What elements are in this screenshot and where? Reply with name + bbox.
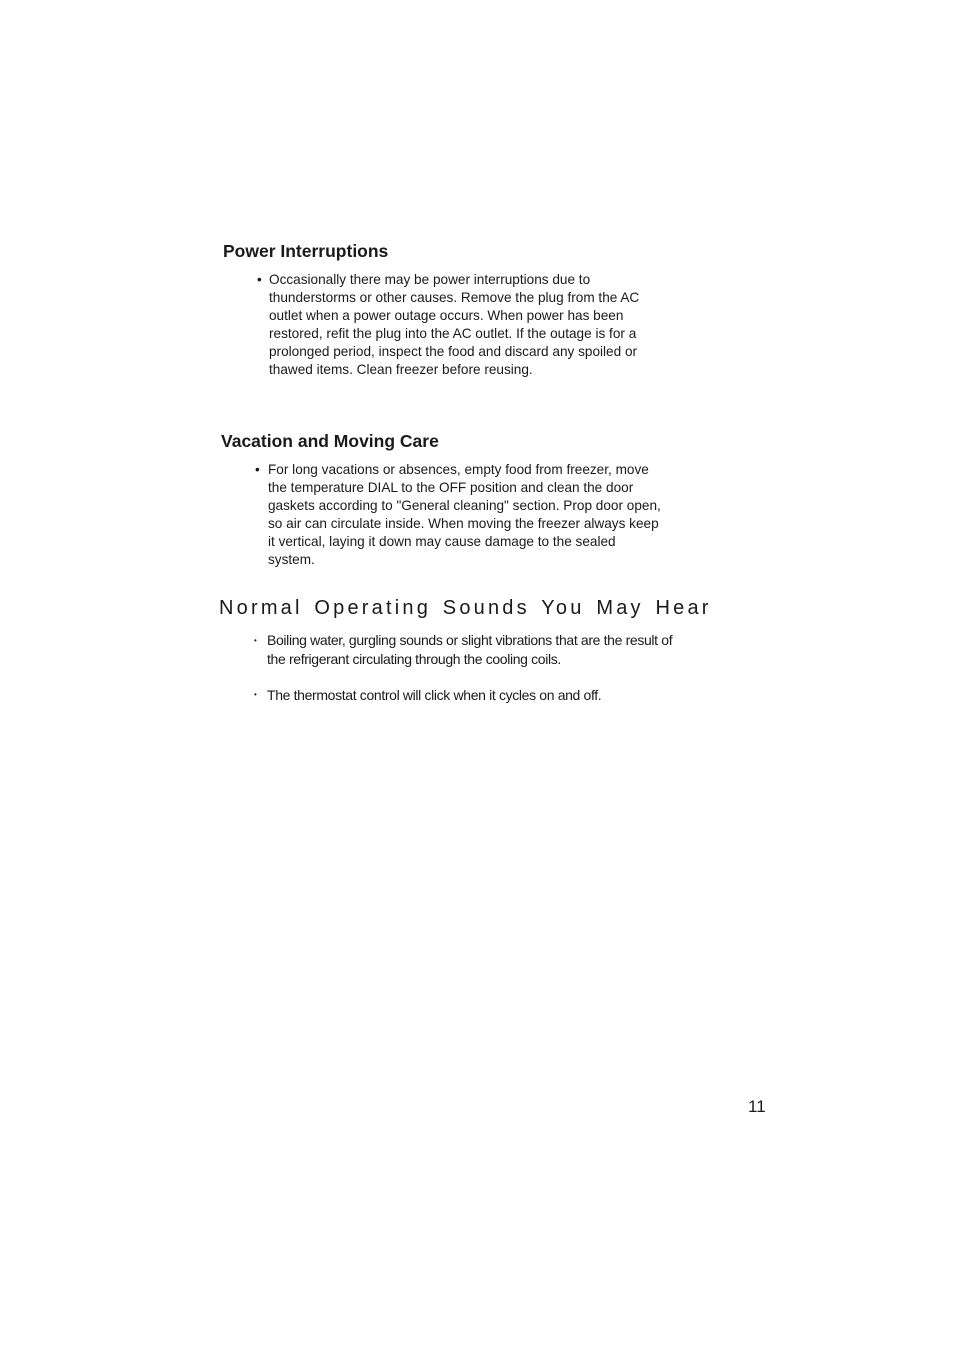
vacation-moving-care-heading: Vacation and Moving Care bbox=[221, 431, 439, 451]
bullet-icon: • bbox=[255, 462, 260, 477]
sounds-list-item: Boiling water, gurgling sounds or slight vibrations that are the result of the refrigerant circulating through the cooling coils. bbox=[267, 632, 673, 667]
bullet-icon: • bbox=[257, 272, 262, 287]
sounds-list-item: The thermostat control will click when it cycles on and off. bbox=[267, 687, 602, 703]
normal-operating-sounds-heading: Normal Operating Sounds You May Hear bbox=[219, 597, 712, 619]
page-number: 11 bbox=[748, 1097, 766, 1116]
power-interruptions-paragraph: Occasionally there may be power interruptions due to thunderstorms or other causes. Remove the plug from the AC outlet when a power outage occurs. When power has been restored, refit the plug into the AC outlet. If the outage is for a prolonged period, inspect the food and discard any spoiled or thawed items. Clean freezer before reusing. bbox=[269, 272, 640, 377]
bullet-icon: • bbox=[254, 636, 257, 645]
vacation-moving-care-paragraph: For long vacations or absences, empty food from freezer, move the temperature DIAL to the OFF position and clean the door gaskets according to "General cleaning" section. Prop door open, so air can circulate inside. When moving the freezer always keep it vertical, laying it down may cause damage to the sealed system. bbox=[268, 462, 661, 567]
power-interruptions-heading: Power Interruptions bbox=[223, 241, 389, 261]
bullet-icon: • bbox=[254, 690, 257, 699]
